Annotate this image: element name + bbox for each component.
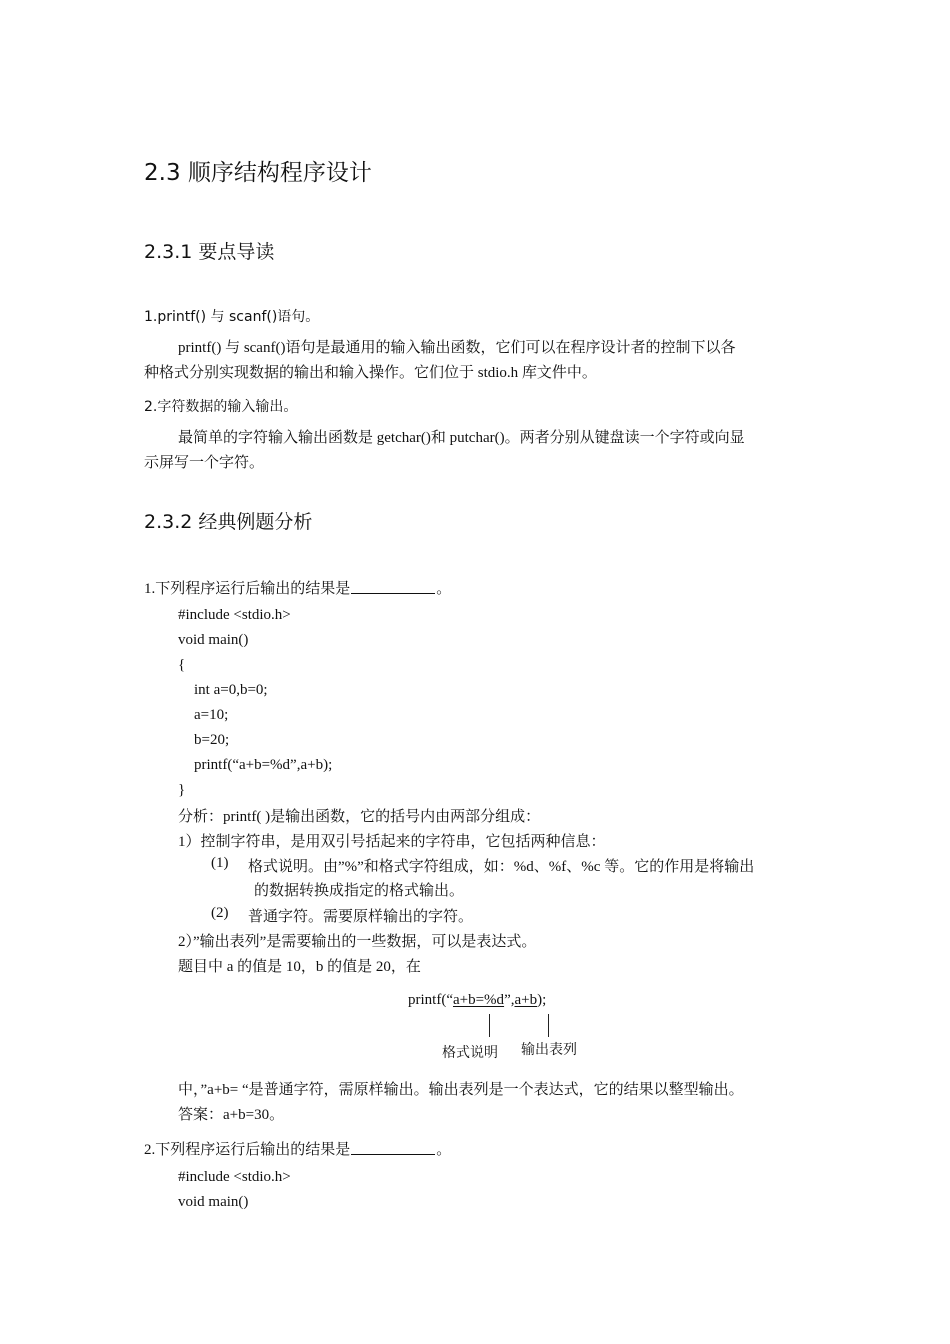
analysis-intro: 分析：printf( )是输出函数，它的括号内由两部分组成：	[178, 809, 541, 825]
point2-title: 2.字符数据的输入输出。	[144, 399, 298, 415]
code-line: {	[178, 657, 186, 673]
printf-suffix: );	[537, 992, 547, 1008]
output-list-part: a+b	[514, 992, 538, 1008]
point1-text-line2: 种格式分别实现数据的输出和输入操作。它们位于 stdio.h 库文件中。	[144, 365, 597, 381]
code-line: b=20;	[194, 732, 230, 748]
printf-middle: ”,	[504, 992, 515, 1008]
question1-stem	[144, 577, 451, 598]
analysis-sub2-text: 普通字符。需要原样输出的字符。	[248, 909, 474, 925]
analysis-item1: 1）控制字符串，是用双引号括起来的字符串，它包括两种信息：	[178, 834, 606, 850]
question2-stem	[144, 1138, 451, 1159]
analysis-sub1-number: (1)	[211, 855, 229, 871]
code-line: void main()	[178, 632, 249, 648]
analysis-sub1-line1: 格式说明。由”%”和格式字符组成，如：%d、%f、%c 等。它的作用是将输出	[248, 859, 755, 875]
question2-stem-text: 2.下列程序运行后输出的结果是	[144, 1142, 351, 1158]
question2-stem-end: 。	[436, 1142, 452, 1158]
analysis-sub1-line2: 的数据转换成指定的格式输出。	[254, 883, 465, 899]
point1-title: 1.printf() 与 scanf()语句。	[144, 309, 320, 325]
question1-answer: 答案：a+b=30。	[178, 1107, 285, 1123]
printf-prefix: printf(“	[408, 992, 453, 1008]
question1-stem-end: 。	[436, 581, 452, 597]
printf-diagram-expression	[408, 992, 546, 1009]
code-line: #include <stdio.h>	[178, 1169, 291, 1185]
answer-blank	[351, 1140, 435, 1155]
code-line: #include <stdio.h>	[178, 607, 291, 623]
code-line: int a=0,b=0;	[194, 682, 268, 698]
output-list-pointer	[548, 1014, 549, 1037]
point1-text-line1: printf() 与 scanf()语句是最通用的输入输出函数，它们可以在程序设计者的控制下以各	[178, 340, 736, 356]
analysis-sub2-number: (2)	[211, 905, 229, 921]
format-spec-part: a+b=%d	[452, 992, 505, 1008]
format-spec-label: 格式说明	[442, 1045, 498, 1061]
analysis-values: 题目中 a 的值是 10，b 的值是 20，在	[178, 959, 421, 975]
section-heading-examples: 2.3.2 经典例题分析	[144, 511, 313, 533]
point2-text-line1: 最简单的字符输入输出函数是 getchar()和 putchar()。两者分别从键盘读一个字符或向显	[178, 430, 745, 446]
code-line: printf(“a+b=%d”,a+b);	[194, 757, 333, 773]
format-spec-pointer	[489, 1014, 490, 1037]
code-line: void main()	[178, 1194, 249, 1210]
analysis-conclusion: 中，”a+b= “是普通字符，需原样输出。输出表列是一个表达式，它的结果以整型输出。	[178, 1082, 744, 1098]
section-heading-key-points: 2.3.1 要点导读	[144, 241, 275, 263]
question1-stem-text: 1.下列程序运行后输出的结果是	[144, 581, 351, 597]
analysis-item2: 2）”输出表列”是需要输出的一些数据，可以是表达式。	[178, 934, 537, 950]
page-title: 2.3 顺序结构程序设计	[144, 160, 372, 186]
point2-text-line2: 示屏写一个字符。	[144, 455, 265, 471]
code-line: }	[178, 782, 186, 798]
answer-blank	[351, 579, 435, 594]
output-list-label: 输出表列	[521, 1042, 577, 1058]
code-line: a=10;	[194, 707, 229, 723]
